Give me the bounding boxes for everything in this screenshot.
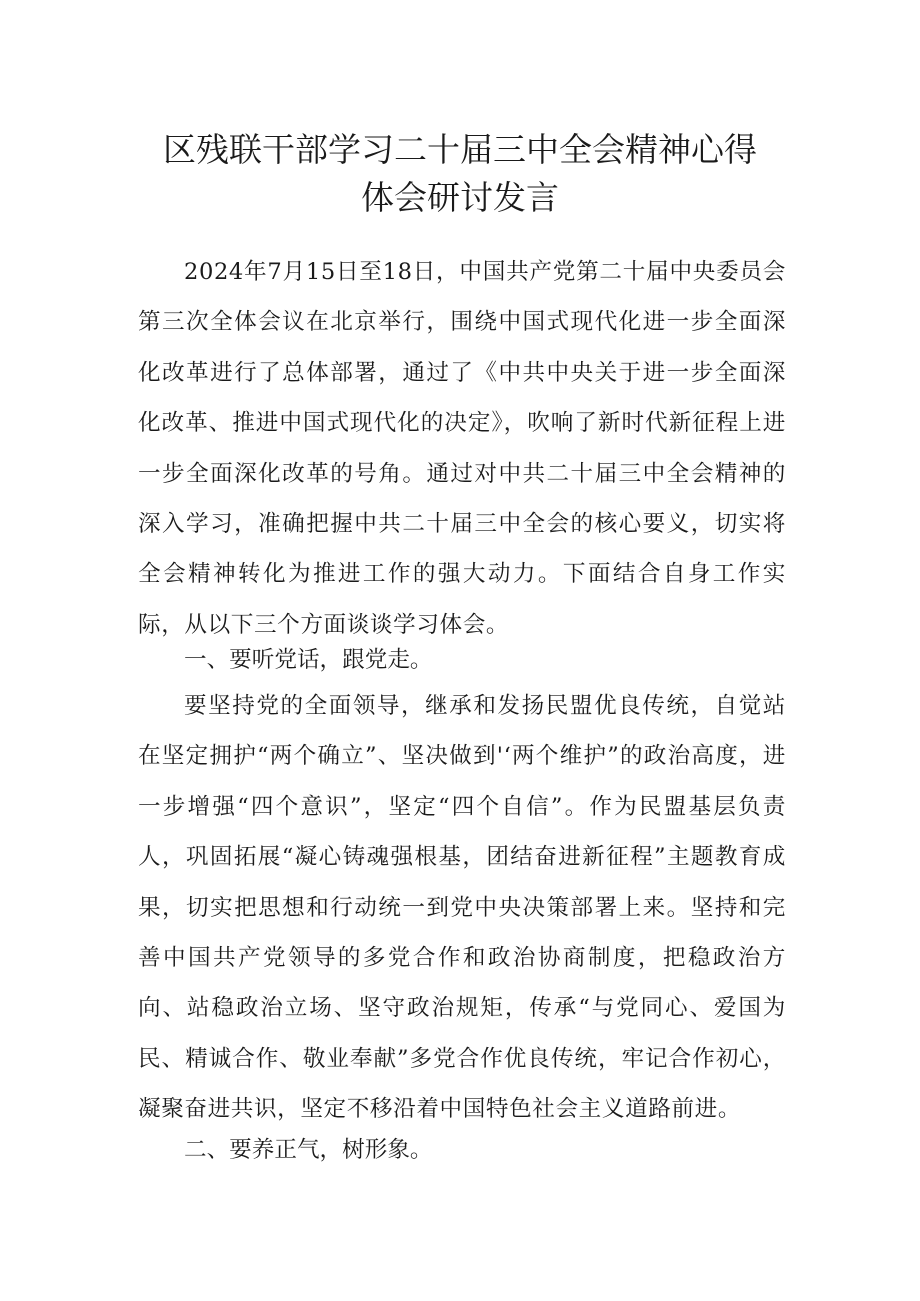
- document-title-line-2: 体会研讨发言: [361, 178, 559, 217]
- intro-paragraph: 2024年7月15日至18日，中国共产党第二十届中央委员会第三次全体会议在北京举行，围绕中国式现代化进一步全面深化改革进行了总体部署，通过了《中共中央关于进一步全面深化改革、推进中国式现代化的决定》，吹响了新时代新征程上进一步全面深化改革的号角。通过对中共二十届三中全会精神的深入学习，准确把握中共二十届三中全会的核心要义，切实将全会精神转化为推进工作的强大动力。下面结合自身工作实际，从以下三个方面谈谈学习体会。: [138, 259, 786, 638]
- section-heading-1: 一、要听党话，跟党走。: [184, 647, 433, 673]
- document-title: [0, 126, 920, 222]
- section-heading-2: 二、要养正气，树形象。: [184, 1137, 433, 1163]
- document-title-line-1: 区残联干部学习二十届三中全会精神心得: [163, 130, 757, 169]
- section-1-paragraph: 要坚持党的全面领导，继承和发扬民盟优良传统，自觉站在坚定拥护“两个确立”、坚决做到'‘两个维护”的政治高度，进一步增强“四个意识”，坚定“四个自信”。作为民盟基层负责人，巩固拓展“凝心铸魂强根基，团结奋进新征程”主题教育成果，切实把思想和行动统一到党中央决策部署上来。坚持和完善中国共产党领导的多党合作和政治协商制度，把稳政治方向、站稳政治立场、坚守政治规矩，传承“与党同心、爱国为民、精诚合作、敬业奉献”多党合作优良传统，牢记合作初心，凝聚奋进共识，坚定不移沿着中国特色社会主义道路前进。: [138, 693, 786, 1123]
